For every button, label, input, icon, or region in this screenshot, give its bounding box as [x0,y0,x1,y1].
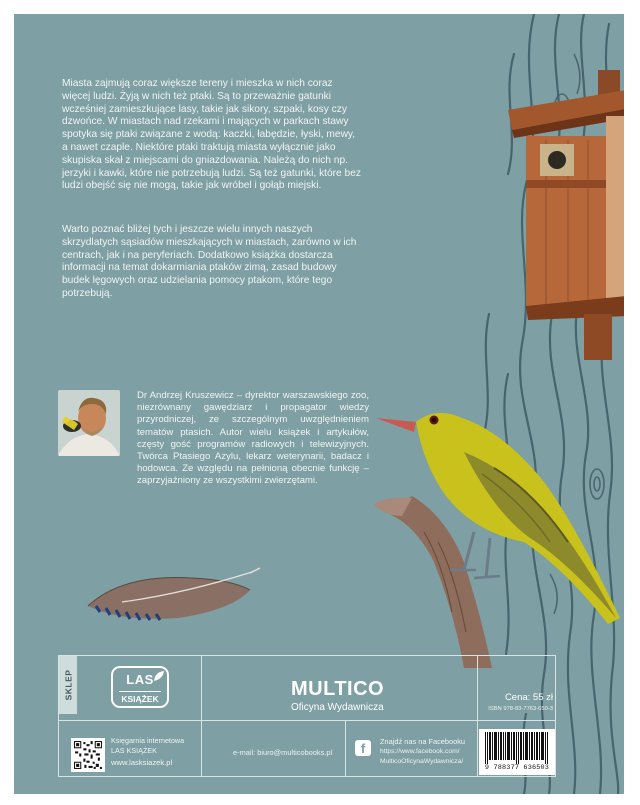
facebook-url-line-1[interactable]: https://www.facebook.com/ [380,748,460,755]
barcode [479,729,555,775]
barcode-bars [484,732,550,764]
shop-description [111,736,203,756]
shop-line-2: LAS KSIĄŻEK [111,745,157,755]
facebook-icon[interactable]: f [355,740,371,756]
shop-tab [59,656,77,714]
publisher-email[interactable]: e-mail: biuro@multicobooks.pl [233,748,333,757]
shop-tab-label: SKLEP [63,669,73,701]
description-paragraph-2: Warto poznać bliżej tych i jeszcze wielu innych naszych skrzydlatych sąsiadów mieszkających w miastach, zarówno w ich centrach, jak i na peryferiach. Dodatkowo książka dostarcza informacji na temat dokarmiania ptaków zimą, zasad budowy budek lęgowych oraz udzielania pomocy ptakom, które tego potrzebują. [62,224,357,299]
description-paragraph-1: Miasta zajmują coraz większe tereny i mieszka w nich coraz więcej ludzi. Żyją w nich też ptaki. Są to przeważnie gatunki wcześniej zamieszkujące lasy, takie jak sikory, szpaki, kosy czy dzwońce. W miastach nad rzekami i mających w parkach stawy spotyka się ptaki związane z wodą: kaczki, łabędzie, łyski, mewy, a nawet czaple. Niektóre ptaki traktują miasta wyłącznie jako skupiska skał z miejscami do gniazdowania. Należą do nich np. jerzyki i kawki, które nie potrzebują ludzi. Są też gatunki, które bez ludzi obejść się nie mogą, takie jak wróbel i gołąb miejski. [62,78,361,192]
birdhouse-image [506,70,624,360]
back-cover [14,14,624,794]
publisher-info-band [58,655,556,777]
multico-logo[interactable]: MULTICO [291,678,385,700]
leaf-icon [153,670,165,682]
isbn-label: ISBN 978-83-7763-650-3 [488,706,553,712]
feather-image [82,566,262,626]
oriole-on-branch-image [354,392,624,668]
logo-text-top: LAS [126,672,154,687]
divider [59,720,555,721]
author-photo [58,390,120,456]
las-ksiazek-logo[interactable] [111,666,169,708]
publisher-subtitle: Oficyna Wydawnicza [291,702,384,713]
barcode-number: 9 788377 636503 [484,764,550,772]
divider [477,656,478,776]
shop-url-link[interactable]: www.lasksiazek.pl [111,758,173,767]
facebook-url-line-2[interactable]: MulticoOficynaWydawnicza/ [380,758,464,765]
qr-code-icon[interactable] [71,738,105,772]
price-label: Cena: 55 zł [504,692,553,703]
shop-line-1: Księgarnia internetowa [111,736,185,745]
facebook-title: Znajdź nas na Facebooku [380,737,466,746]
divider [201,656,202,776]
divider [345,720,346,776]
logo-text-bottom: KSIĄŻEK [119,691,161,704]
author-bio: Dr Andrzej Kruszewicz – dyrektor warszawskiego zoo, niezrównany gawędziarz i propagator wiedzy przyrodniczej, ze szczególnym uwzględnieniem tematów ptasich. Autor wielu książek i artykułów, częsty gość programów radiowych i telewizyjnych. Twórca Ptasiego Azylu, lekarz weterynarii, badacz i hodowca. Ze względu na pełnioną obecnie funkcję – zaprzyjaźniony ze wszystkimi zwierzętami. [137,390,369,487]
